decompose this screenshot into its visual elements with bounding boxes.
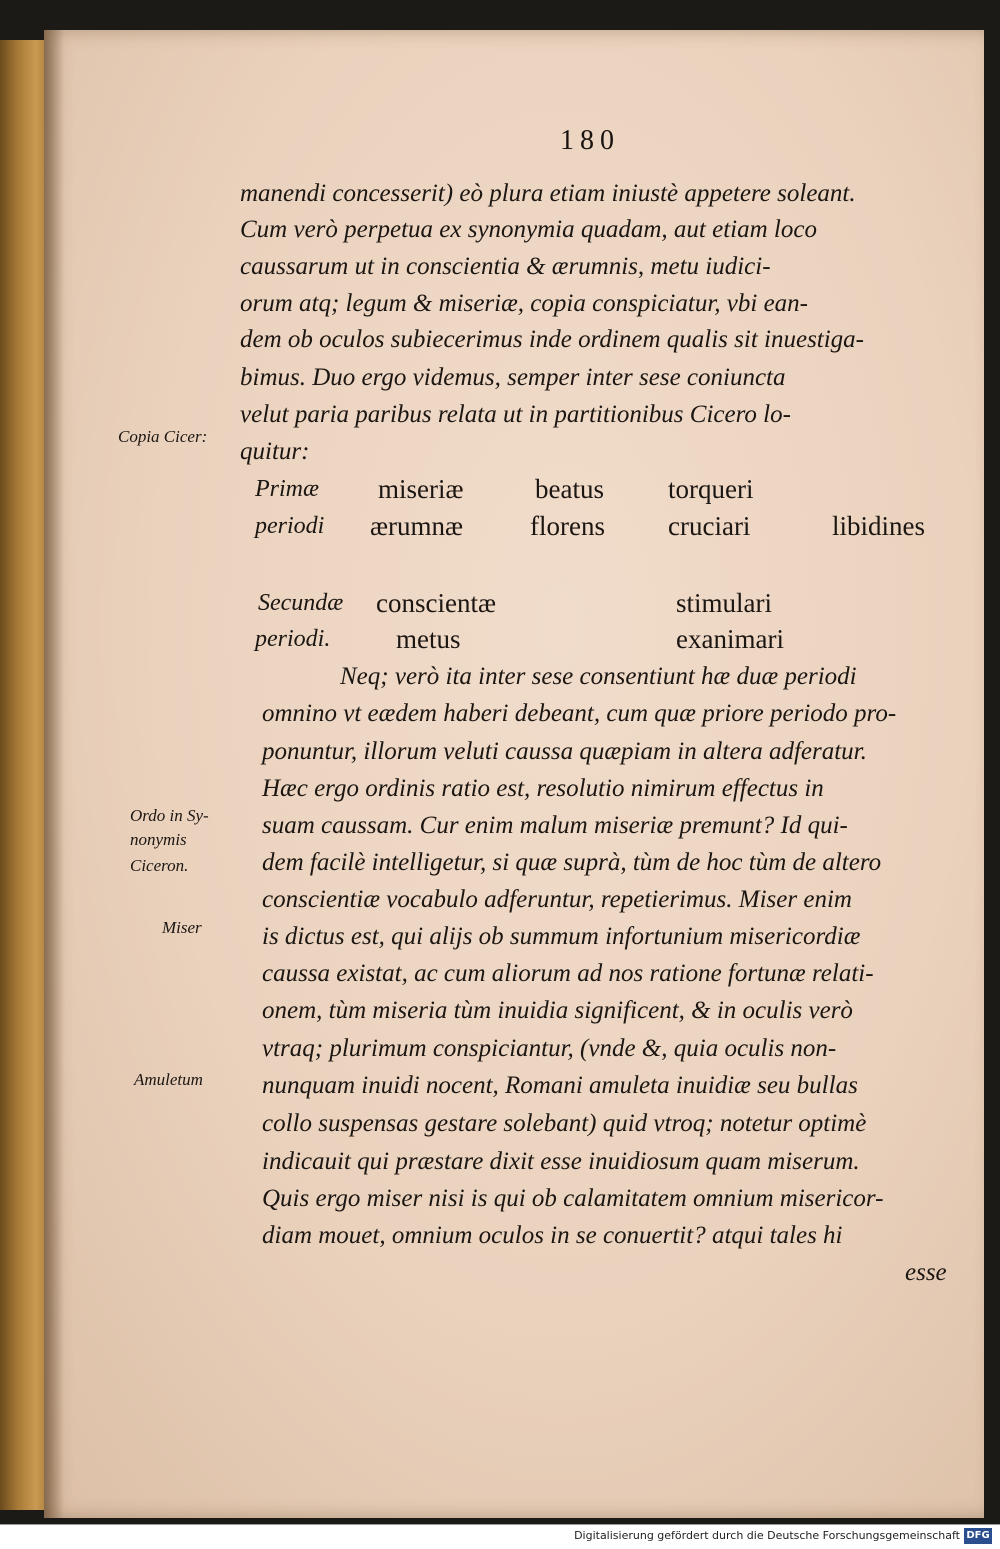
text-line: caussa existat, ac cum aliorum ad nos ratione fortunæ relati- (262, 960, 874, 987)
text-line: onem, tùm miseria tùm inuidia significent, & in oculis verò (262, 997, 853, 1024)
text-line: velut paria paribus relata ut in partitionibus Cicero lo- (240, 401, 791, 428)
table-cell: cruciari (668, 511, 751, 541)
text-line: vtraq; plurimum conspiciantur, (vnde &, quia oculis non- (262, 1035, 837, 1062)
table-cell: ærumnæ (370, 511, 464, 541)
table-cell: periodi. (255, 626, 331, 652)
text-line: diam mouet, omnium oculos in se conuertit? atqui tales hi (262, 1222, 843, 1249)
table-cell: libidines (832, 511, 925, 541)
table-cell: conscientæ (376, 588, 496, 618)
dfg-logo: DFG (964, 1528, 992, 1544)
table-cell: miseriæ (378, 474, 464, 504)
text-line: Hæc ergo ordinis ratio est, resolutio nimirum effectus in (262, 775, 824, 802)
text-line: quitur: (240, 438, 310, 465)
text-line: dem facilè intelligetur, si quæ suprà, tùm de hoc tùm de altero (262, 849, 882, 876)
page-gutter-shadow (44, 30, 64, 1518)
page-number: 180 (560, 125, 620, 156)
table-cell: Secundæ (258, 590, 344, 616)
table-cell: torqueri (668, 474, 754, 504)
footer-bar (0, 1524, 1000, 1549)
margin-note-amuletum: Amuletum (134, 1070, 203, 1089)
text-line: collo suspensas gestare solebant) quid vtroq; notetur optimè (262, 1110, 867, 1137)
table-cell: metus (396, 624, 461, 654)
table-cell: Primæ (255, 476, 320, 502)
text-line: ponuntur, illorum veluti caussa quæpiam in altera adferatur. (262, 738, 867, 765)
text-line: Cum verò perpetua ex synonymia quadam, aut etiam loco (240, 216, 817, 243)
table-cell: periodi (255, 513, 325, 539)
margin-note-ordo: nonymis (130, 830, 187, 849)
margin-note-miser: Miser (162, 918, 202, 937)
table-cell: florens (530, 511, 605, 541)
margin-note-ordo: Ordo in Sy- (130, 806, 209, 825)
table-cell: exanimari (676, 624, 784, 654)
margin-note-ordo: Ciceron. (130, 856, 189, 875)
text-line: suam caussam. Cur enim malum miseriæ premunt? Id qui- (262, 812, 848, 839)
table-cell: stimulari (676, 588, 772, 618)
text-line: nunquam inuidi nocent, Romani amuleta inuidiæ seu bullas (262, 1072, 858, 1099)
table-cell: beatus (535, 474, 604, 504)
text-line: conscientiæ vocabulo adferuntur, repetierimus. Miser enim (262, 886, 852, 913)
catchword: esse (905, 1259, 947, 1286)
text-line: omnino vt eædem haberi debeant, cum quæ priore periodo pro- (262, 700, 897, 727)
footer-credit: Digitalisierung gefördert durch die Deutsche Forschungsgemeinschaft (574, 1529, 960, 1542)
text-line: bimus. Duo ergo videmus, semper inter sese coniuncta (240, 364, 786, 391)
margin-note-copia: Copia Cicer: (118, 427, 208, 446)
text-line: Quis ergo miser nisi is qui ob calamitatem omnium misericor- (262, 1185, 884, 1212)
text-line: is dictus est, qui alijs ob summum infortunium misericordiæ (262, 923, 861, 950)
text-line: dem ob oculos subiecerimus inde ordinem qualis sit inuestiga- (240, 326, 865, 353)
text-line: caussarum ut in conscientia & ærumnis, metu iudici- (240, 253, 771, 280)
text-line: indicauit qui præstare dixit esse inuidiosum quam miserum. (262, 1148, 860, 1175)
text-line: manendi concesserit) eò plura etiam iniustè appetere soleant. (240, 180, 856, 207)
text-line: orum atq; legum & miseriæ, copia conspiciatur, vbi ean- (240, 290, 808, 317)
text-line: Neq; verò ita inter sese consentiunt hæ duæ periodi (340, 663, 857, 690)
